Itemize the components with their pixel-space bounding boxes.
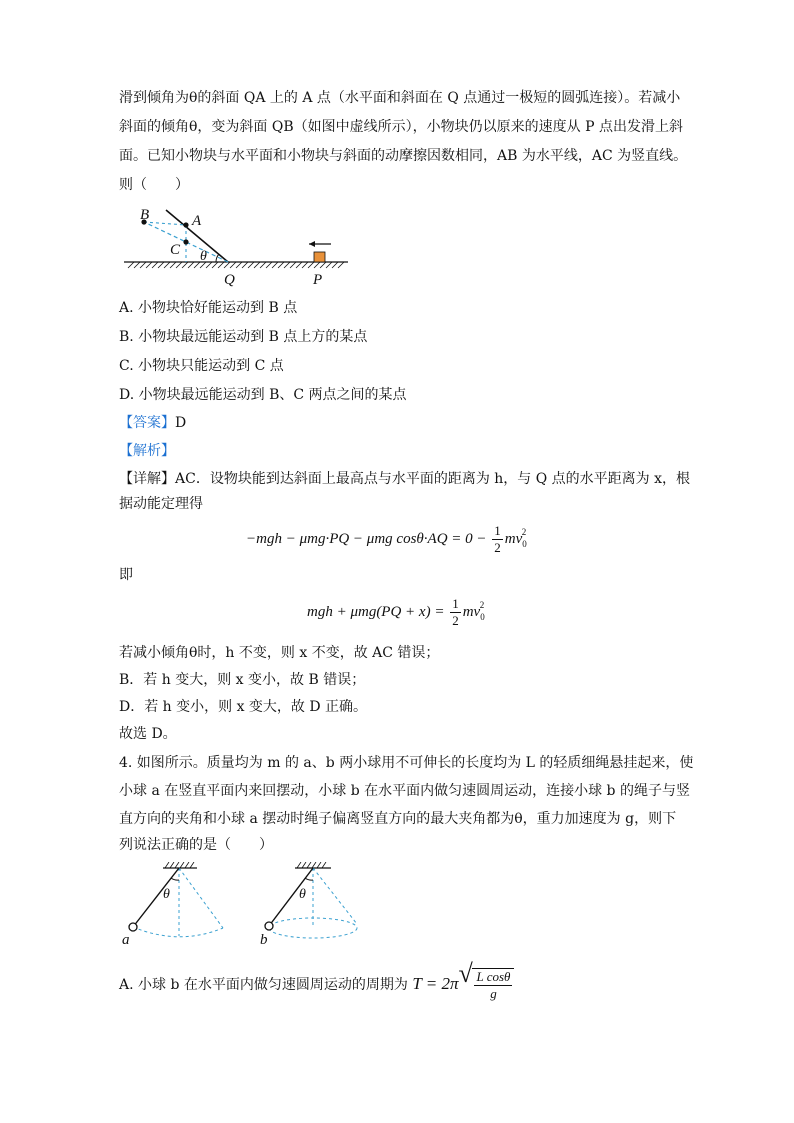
sqrt-group bbox=[458, 959, 514, 1002]
formula-1-left: −mgh − μmg·PQ − μmg cosθ·AQ = 0 − bbox=[246, 530, 487, 547]
string-b bbox=[269, 868, 313, 926]
detail-tag: 【详解】 bbox=[119, 471, 175, 487]
q4-stem-line-4: 列说法正确的是（ ） bbox=[119, 837, 273, 853]
ball-a bbox=[129, 923, 137, 931]
ball-b bbox=[265, 922, 273, 930]
ground-hatch bbox=[128, 262, 344, 268]
answer-value: D bbox=[175, 415, 187, 431]
q3-option-a: A. 小物块恰好能运动到 B 点 bbox=[119, 300, 298, 316]
formula-2-right: mv bbox=[462, 603, 481, 620]
analysis-line bbox=[119, 441, 175, 461]
q4-stem-line-3: 直方向的夹角和小球 a 摆动时绳子偏离竖直方向的最大夹角都为θ，重力加速度为 g，则下 bbox=[119, 811, 677, 827]
answer-tag: 【答案】 bbox=[119, 415, 175, 431]
formula-2: mgh + μmg(PQ + x) = $\frac{1}{2}$ $mv_0^2$ bbox=[307, 596, 485, 628]
q3-incline-figure bbox=[120, 200, 355, 292]
q3-stem-line-1: 滑到倾角为θ的斜面 QA 上的 A 点（水平面和斜面在 Q 点通过一极短的圆弧连接）。若减小 bbox=[119, 90, 681, 106]
label-theta-b: θ bbox=[299, 887, 306, 902]
block-p bbox=[314, 252, 325, 262]
detail-text-1: AC．设物块能到达斜面上最高点与水平面的距离为 h，与 Q 点的水平距离为 x，根 bbox=[175, 471, 691, 487]
label-b-ball: b bbox=[260, 932, 268, 948]
q4-stem-line-1: 4. 如图所示。质量均为 m 的 a、b 两小球用不可伸长的长度均为 L 的轻质细绳悬挂起来，使 bbox=[119, 755, 694, 771]
period-den: g bbox=[490, 986, 497, 1001]
label-theta: θ bbox=[200, 249, 207, 264]
q3-option-b: B. 小物块最远能运动到 B 点上方的某点 bbox=[119, 329, 368, 345]
label-c: C bbox=[170, 242, 181, 258]
label-p: P bbox=[313, 272, 323, 288]
formula-2-den: 2 bbox=[452, 613, 459, 628]
formula-2-num: 1 bbox=[452, 596, 459, 611]
period-num: L cosθ bbox=[476, 969, 511, 984]
formula-2-left: mgh + μmg(PQ + x) = bbox=[307, 603, 445, 620]
string-a bbox=[133, 868, 179, 927]
q4-pendulum-a-figure bbox=[115, 862, 245, 954]
reason-1: 若减小倾角θ时，h 不变，则 x 不变，故 AC 错误； bbox=[119, 645, 440, 661]
period-lhs: T = 2π bbox=[412, 973, 459, 993]
q4-option-a bbox=[119, 959, 514, 1002]
label-a-ball: a bbox=[122, 932, 130, 948]
formula-2-fraction bbox=[450, 596, 461, 629]
ji-line: 即 bbox=[119, 567, 133, 583]
velocity-arrow-icon bbox=[309, 241, 331, 247]
q3-option-c: C. 小物块只能运动到 C 点 bbox=[119, 358, 284, 374]
label-q: Q bbox=[224, 272, 235, 288]
point-a bbox=[183, 222, 188, 227]
detail-line-1 bbox=[119, 469, 690, 489]
reason-2: B．若 h 变大，则 x 变小，故 B 错误； bbox=[119, 672, 366, 688]
q4-option-a-text: A. 小球 b 在水平面内做匀速圆周运动的周期为 bbox=[119, 976, 408, 993]
q3-stem-line-3: 面。已知小物块与水平面和小物块与斜面的动摩擦因数相同，AB 为水平线，AC 为竖直线。 bbox=[119, 148, 688, 164]
label-a: A bbox=[192, 213, 202, 229]
formula-1-fraction bbox=[492, 523, 503, 556]
formula-1-den: 2 bbox=[494, 540, 501, 555]
point-c bbox=[183, 239, 188, 244]
answer-line bbox=[119, 413, 186, 433]
q3-stem-line-4: 则（ ） bbox=[119, 177, 189, 193]
q4-option-a-formula bbox=[412, 959, 514, 1001]
q4-conical-b-figure bbox=[255, 862, 375, 954]
sqrt-icon: √ bbox=[458, 959, 473, 988]
q3-option-d: D. 小物块最远能运动到 B、C 两点之间的某点 bbox=[119, 387, 407, 403]
formula-1-right: mv bbox=[504, 530, 523, 547]
q4-stem-line-2: 小球 a 在竖直平面内来回摆动，小球 b 在水平面内做匀速圆周运动，连接小球 b 的绳子与竖 bbox=[119, 783, 690, 799]
analysis-tag: 【解析】 bbox=[119, 443, 175, 459]
reason-3: D．若 h 变小，则 x 变大，故 D 正确。 bbox=[119, 699, 368, 715]
label-theta-a: θ bbox=[163, 887, 170, 902]
formula-1-num: 1 bbox=[494, 523, 501, 538]
q3-stem-line-2: 斜面的倾角θ，变为斜面 QB（如图中虚线所示），小物块仍以原来的速度从 P 点出发滑上斜 bbox=[119, 119, 683, 135]
conclusion: 故选 D。 bbox=[119, 726, 177, 742]
detail-line-2: 据动能定理得 bbox=[119, 496, 203, 512]
label-b: B bbox=[140, 207, 150, 223]
formula-1: −mgh − μmg·PQ − μmg cosθ·AQ = 0 − $\frac{1}{2}$ $mv_0^2$ bbox=[246, 523, 527, 555]
